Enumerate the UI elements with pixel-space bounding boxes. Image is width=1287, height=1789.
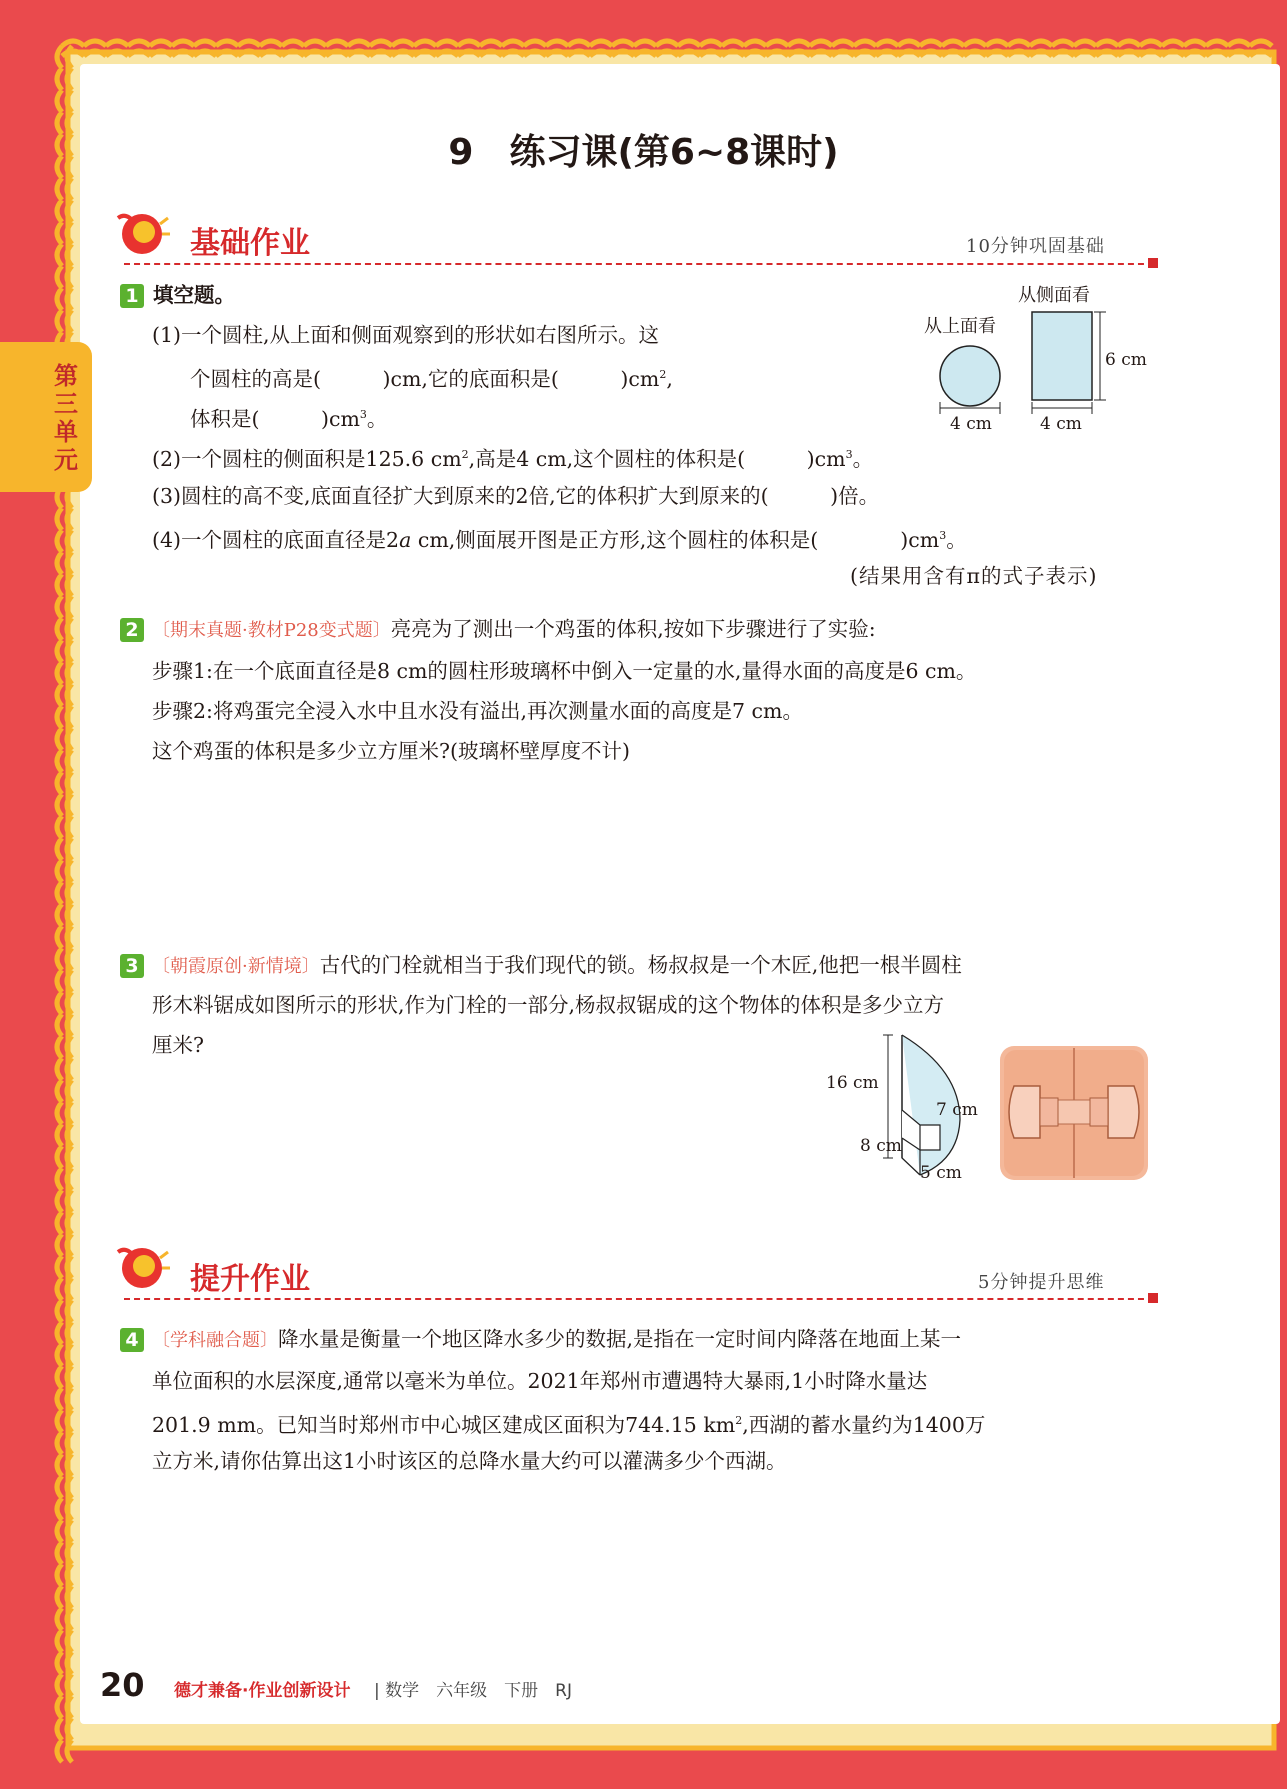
section-divider [124, 1298, 1154, 1300]
section-note-basic: 10分钟巩固基础 [966, 236, 1105, 257]
divider-end [1148, 258, 1158, 268]
door-latch-illustration [996, 1042, 1152, 1184]
q1-part1-line3: 体积是( )$cm^3$。 [190, 406, 388, 431]
q1-title: 填空题。 [153, 283, 235, 307]
q2-tag: 〔期末真题·教材P28变式题〕 [152, 620, 391, 641]
q4-line4: 立方米,请你估算出这1小时该区的总降水量大约可以灌满多少个西湖。 [152, 1449, 787, 1473]
fig-rect-height: 6 cm [1105, 350, 1147, 370]
q4-line1: 〔学科融合题〕降水量是衡量一个地区降水多少的数据,是指在一定时间内降落在地面上某一 [152, 1327, 962, 1351]
fig-side-view-label: 从侧面看 [1018, 285, 1090, 306]
question-number-3: 3 [120, 954, 144, 978]
q2-line4: 这个鸡蛋的体积是多少立方厘米?(玻璃杯壁厚度不计) [152, 739, 630, 763]
q4-line3: 201.9 mm。已知当时郑州市中心城区建成区面积为744.15 $km^2$,西湖的蓄水量约为1400万 [152, 1412, 986, 1437]
question-number-4: 4 [120, 1328, 144, 1352]
page-number: 20 [100, 1666, 145, 1704]
q1-part1-line2: 个圆柱的高是( )cm,它的底面积是( )$cm^2$, [190, 366, 673, 391]
q1-part2: (2)一个圆柱的侧面积是125.6 $cm^2$,高是4 cm,这个圆柱的体积是( )$cm^3$。 [152, 446, 874, 471]
unit-tab-label: 第三单元 [54, 362, 78, 474]
fig-circle-diameter: 4 cm [950, 414, 992, 434]
q4-tag: 〔学科融合题〕 [152, 1330, 278, 1351]
fig-dim-cut: 7 cm [936, 1100, 978, 1120]
section-heading-basic: 基础作业 [190, 226, 310, 261]
q3-line1: 〔朝霞原创·新情境〕古代的门栓就相当于我们现代的锁。杨叔叔是一个木匠,他把一根半圆柱 [152, 953, 962, 977]
page-title: 9 练习课(第6~8课时) [448, 132, 839, 173]
question-number-1: 1 [120, 284, 144, 308]
q3-line2: 形木料锯成如图所示的形状,作为门栓的一部分,杨叔叔锯成的这个物体的体积是多少立方 [152, 993, 945, 1017]
fig-dim-bottom: 8 cm [860, 1136, 902, 1156]
q2-line2: 步骤1:在一个底面直径是8 cm的圆柱形玻璃杯中倒入一定量的水,量得水面的高度是6 cm。 [152, 659, 977, 683]
section-divider [124, 263, 1154, 265]
fig-dim-height: 16 cm [826, 1073, 879, 1093]
footer-brand: 德才兼备·作业创新设计 [174, 1681, 351, 1701]
lamp-mascot-icon [116, 208, 172, 260]
q3-tag: 〔朝霞原创·新情境〕 [152, 956, 320, 977]
question-number-2: 2 [120, 618, 144, 642]
section-note-advanced: 5分钟提升思维 [978, 1272, 1105, 1293]
q1-part4: (4)一个圆柱的底面直径是2a cm,侧面展开图是正方形,这个圆柱的体积是( )$cm^3$。 [152, 527, 967, 552]
q3-line3: 厘米? [152, 1033, 204, 1057]
q4-line2: 单位面积的水层深度,通常以毫米为单位。2021年郑州市遭遇特大暴雨,1小时降水量达 [152, 1369, 928, 1393]
q2-line3: 步骤2:将鸡蛋完全浸入水中且水没有溢出,再次测量水面的高度是7 cm。 [152, 699, 803, 723]
fig-top-view-label: 从上面看 [924, 316, 996, 337]
fig-dim-depth: 5 cm [920, 1163, 962, 1183]
fig-rect-width: 4 cm [1040, 414, 1082, 434]
section-heading-advanced: 提升作业 [190, 1262, 310, 1297]
footer-subject: | 数学 六年级 下册 RJ [374, 1681, 572, 1701]
q1-part4-note: (结果用含有π的式子表示) [850, 564, 1098, 588]
divider-end [1148, 1293, 1158, 1303]
q1-part3: (3)圆柱的高不变,底面直径扩大到原来的2倍,它的体积扩大到原来的( )倍。 [152, 484, 880, 508]
q2-line1: 〔期末真题·教材P28变式题〕亮亮为了测出一个鸡蛋的体积,按如下步骤进行了实验: [152, 617, 876, 641]
lamp-mascot-icon [116, 1242, 172, 1294]
q1-part1-line1: (1)一个圆柱,从上面和侧面观察到的形状如右图所示。这 [152, 323, 660, 347]
